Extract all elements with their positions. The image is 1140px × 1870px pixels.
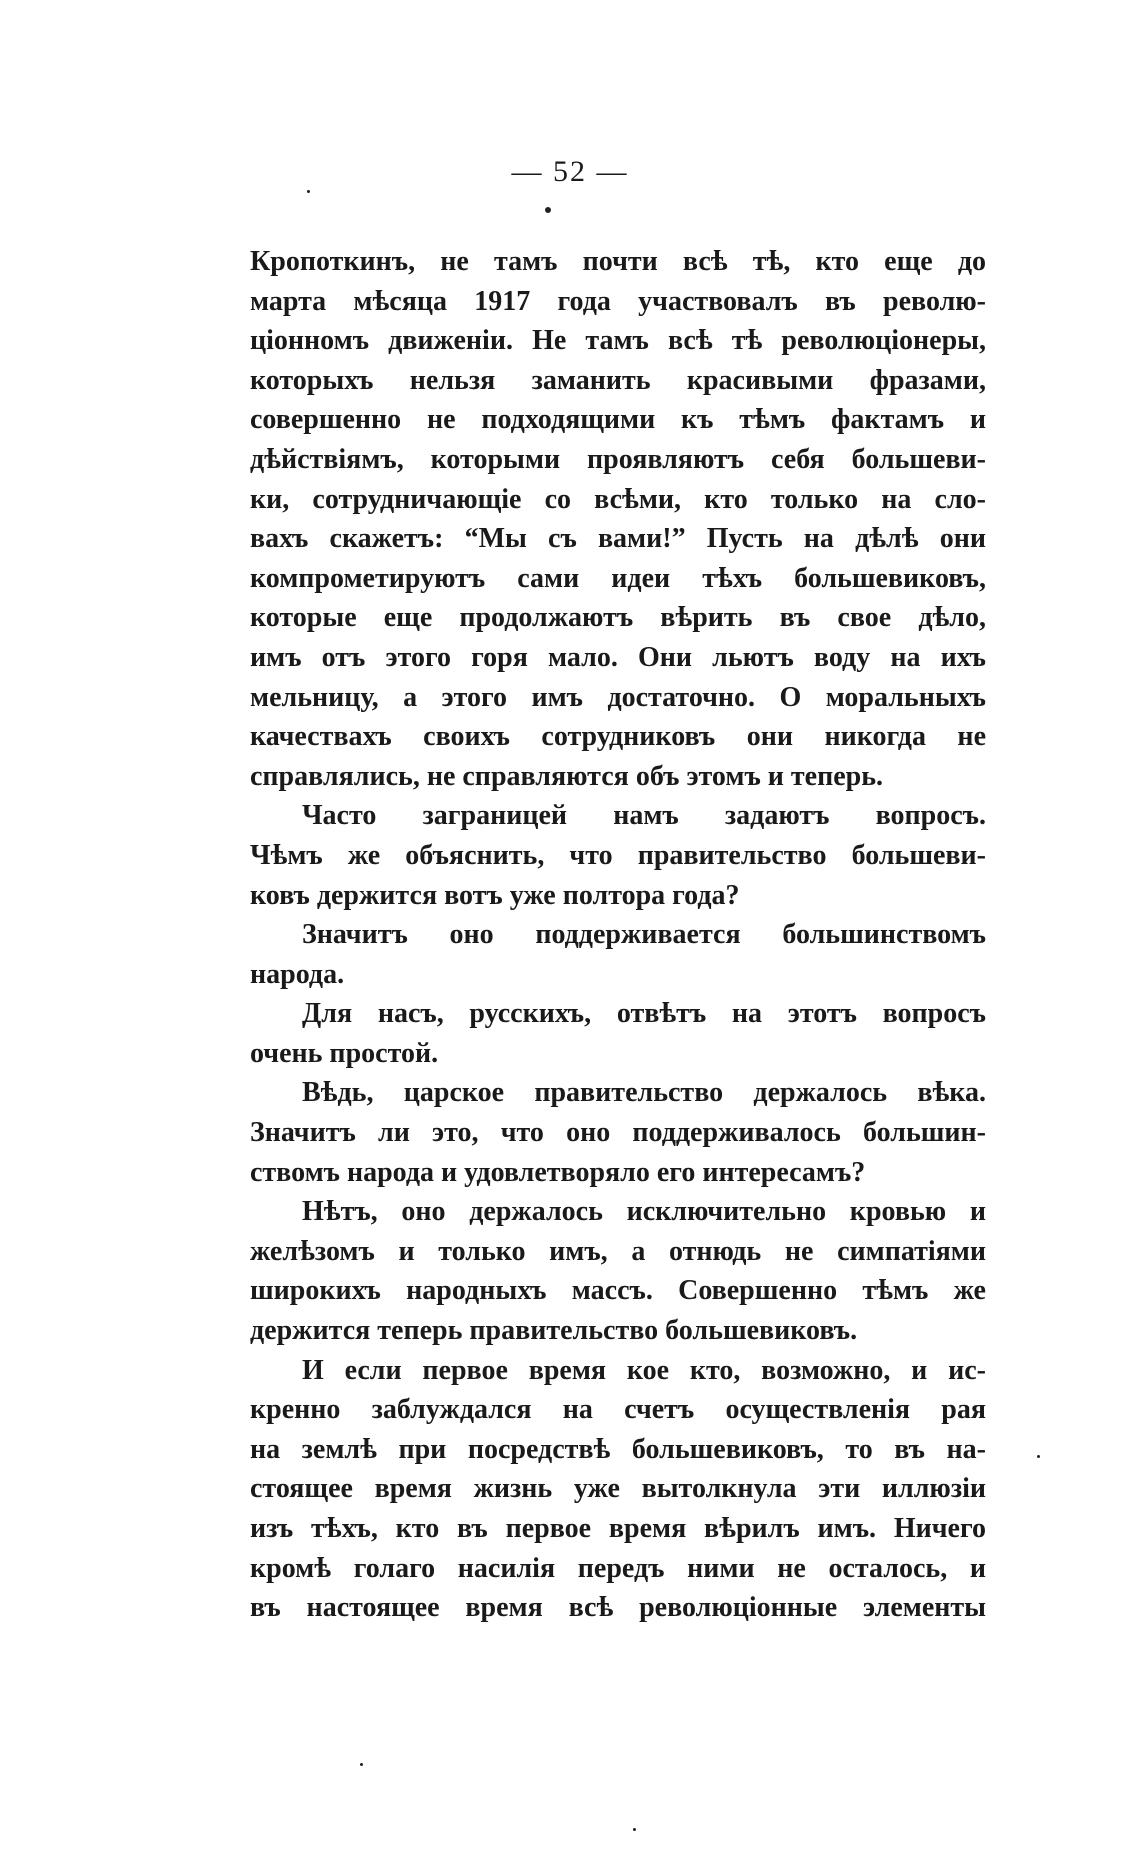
text-line: имъ отъ этого горя мало. Они льютъ воду на ихъ xyxy=(250,641,986,673)
text-line: совершенно не подходящими къ тѣмъ фактамъ и xyxy=(250,404,986,436)
text-line: марта мѣсяца 1917 года участвовалъ въ револю- xyxy=(250,285,986,317)
text-line: И если первое время кое кто, возможно, и ис- xyxy=(302,1354,986,1386)
text-line: кренно заблуждался на счетъ осуществленія рая xyxy=(250,1394,986,1426)
text-line: качествахъ своихъ сотрудниковъ они никогда не xyxy=(250,721,986,753)
text-line: дѣйствіямъ, которыми проявляютъ себя большеви- xyxy=(250,443,986,475)
text-line: изъ тѣхъ, кто въ первое время вѣрилъ имъ. Ничего xyxy=(250,1513,986,1544)
text-line: Часто заграницей намъ задаютъ вопросъ. xyxy=(302,800,986,832)
text-line: которые еще продолжаютъ вѣрить въ свое дѣло, xyxy=(250,602,986,634)
page-number: — 52 — xyxy=(511,155,629,188)
text-line: народа. xyxy=(250,958,345,990)
text-line: очень простой. xyxy=(250,1037,439,1069)
text-line: на землѣ при посредствѣ большевиковъ, то въ на- xyxy=(250,1433,986,1465)
text-line: мельницу, а этого имъ достаточно. О моральныхъ xyxy=(250,681,986,713)
text-line: которыхъ нельзя заманить красивыми фразами, xyxy=(250,364,986,396)
text-line: кромѣ голаго насилія передъ ними не осталось, и xyxy=(250,1552,986,1584)
text-line: справлялись, не справляются объ этомъ и теперь. xyxy=(250,760,884,792)
text-line: Значитъ оно поддерживается большинствомъ xyxy=(302,919,986,951)
text-line: широкихъ народныхъ массъ. Совершенно тѣмъ же xyxy=(250,1275,986,1307)
text-line: ковъ держится вотъ уже полтора года? xyxy=(250,879,740,911)
text-line: желѣзомъ и только имъ, а отнюдь не симпатіями xyxy=(250,1235,986,1267)
text-line: стоящее время жизнь уже вытолкнула эти иллюзіи xyxy=(250,1473,986,1505)
text-line: Значитъ ли это, что оно поддерживалось большин- xyxy=(250,1117,986,1149)
text-line: въ настоящее время всѣ революціонные элементы xyxy=(250,1592,986,1624)
text-line: Чѣмъ же объяснить, что правительство большеви- xyxy=(250,839,986,871)
text-line: Кропоткинъ, не тамъ почти всѣ тѣ, кто еще до xyxy=(250,246,986,277)
text-line: Вѣдь, царское правительство держалось вѣка. xyxy=(302,1077,986,1109)
scan-speck xyxy=(307,190,310,193)
text-line: Нѣтъ, оно держалось исключительно кровью и xyxy=(302,1196,986,1228)
text-line: ки, сотрудничающіе со всѣми, кто только на сло- xyxy=(250,483,986,515)
text-line: Для насъ, русскихъ, отвѣтъ на этотъ вопросъ xyxy=(302,998,986,1030)
body-text xyxy=(250,242,986,1628)
scan-speck xyxy=(633,1828,636,1831)
text-line: компрометируютъ сами идеи тѣхъ большевиковъ, xyxy=(250,562,986,594)
text-line: держится теперь правительство большевиковъ. xyxy=(250,1315,858,1347)
scan-speck xyxy=(1037,1455,1040,1458)
text-line: ствомъ народа и удовлетворяло его интересамъ? xyxy=(250,1156,866,1188)
scan-speck xyxy=(545,207,551,213)
text-line: вахъ скажетъ: “Мы съ вами!” Пусть на дѣлѣ они xyxy=(250,523,986,555)
text-line: ціонномъ движеніи. Не тамъ всѣ тѣ революціонеры, xyxy=(250,325,986,357)
scan-speck xyxy=(360,1763,363,1766)
